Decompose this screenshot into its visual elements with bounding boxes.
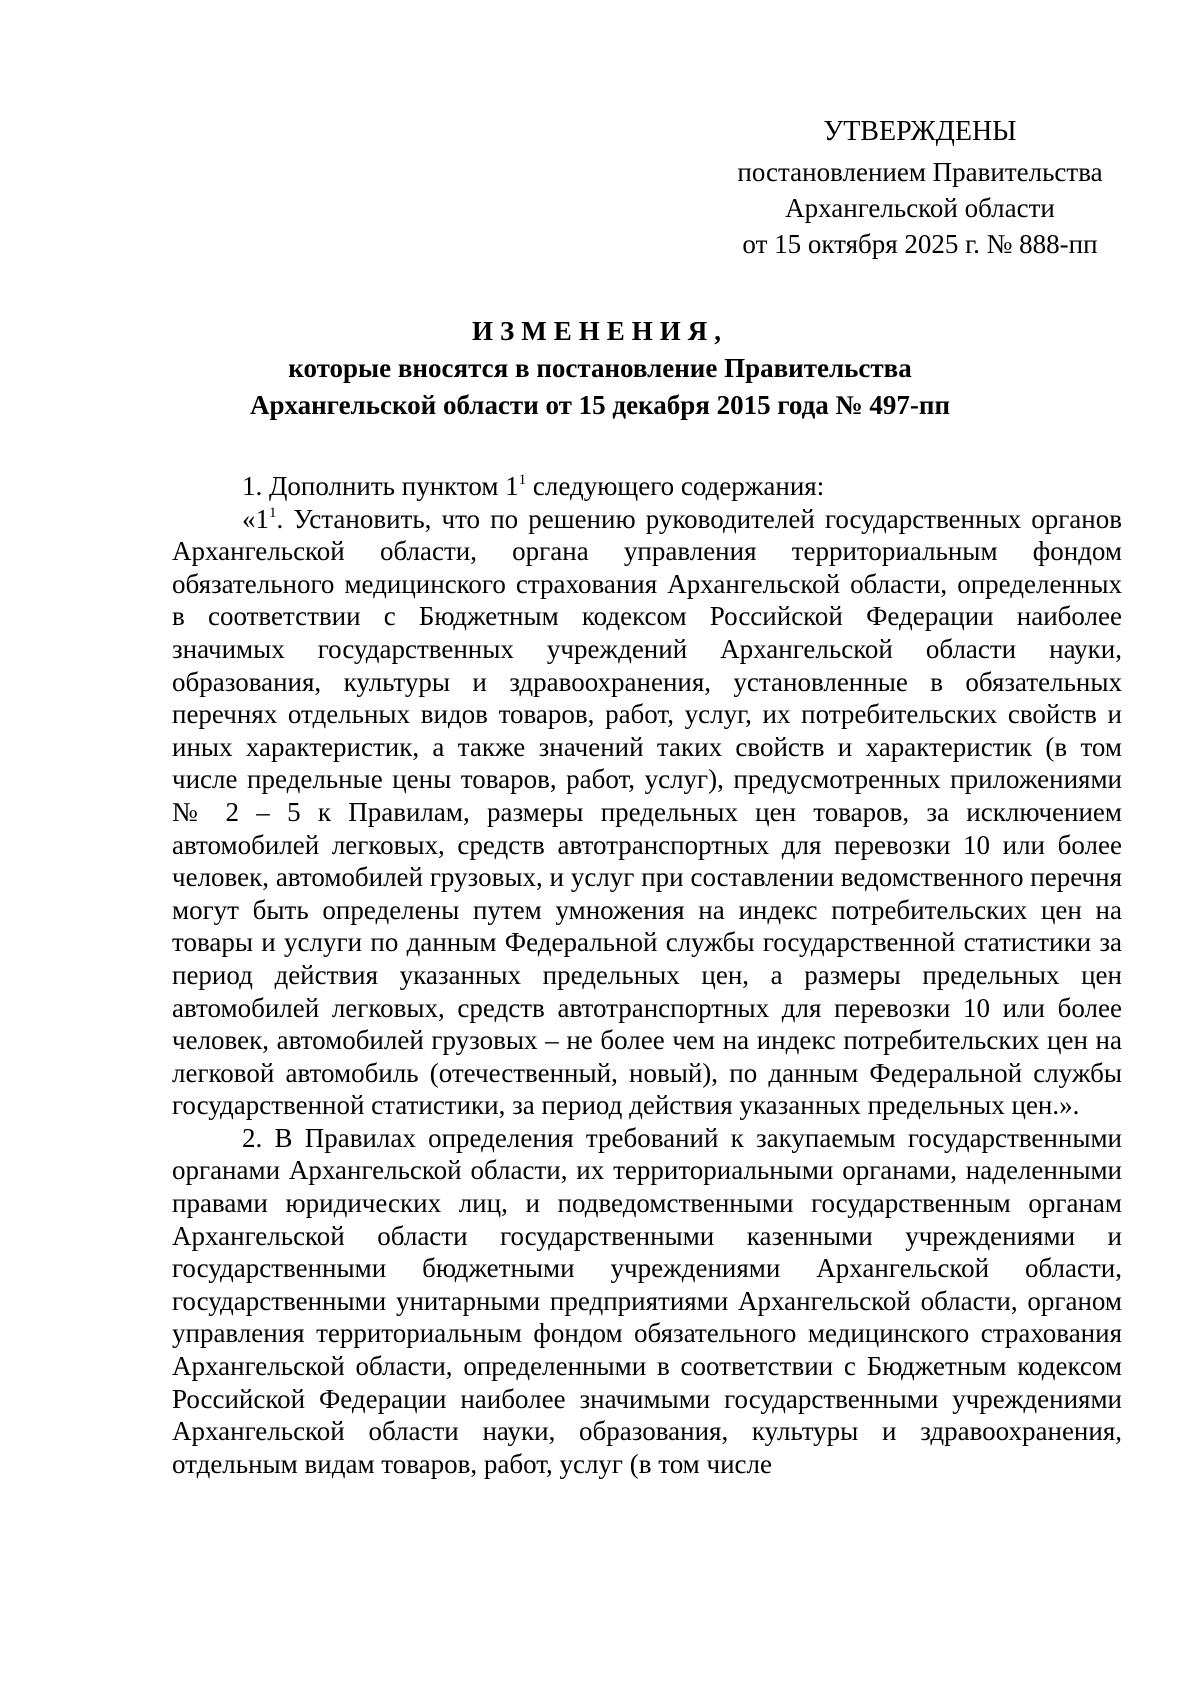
p1-text-end: следующего содержания: [526, 471, 825, 501]
document-body [172, 470, 1122, 1480]
approval-line-3: от 15 октября 2025 г. № 888-пп [742, 229, 1098, 259]
p1-text-start: 1. Дополнить пунктом 1 [242, 471, 519, 501]
p2-text-end: . Установить, что по решению руководителей государственных органов Архангельской области, органа управления территориальным фондом обязательного медицинского страхования Архангельской области, определенных в соответствии с Бюджетным кодексом Российской Федерации наиболее значимых государственных учреждений Архангельской области науки, образования, культуры и здравоохранения, установленные в обязательных перечнях отдельных видов товаров, работ, услуг, их потребительских свойств и иных характеристик, а также значений таких свойств и характеристик (в том числе предельные цены товаров, работ, услуг), предусмотренных приложениями № 2 – 5 к Правилам, размеры предельных цен товаров, за исключением автомобилей легковых, средств автотранспортных для перевозки 10 или более человек, автомобилей грузовых, и услуг при составлении ведомственного перечня могут быть определены путем умножения на индекс потребительских цен на товары и услуги по данным Федеральной службы государственной статистики за период действия указанных предельных цен, а размеры предельных цен автомобилей легковых, средств автотранспортных для перевозки 10 или более человек, автомобилей грузовых – не более чем на индекс потребительских цен на легковой автомобиль (отечественный, новый), по данным Федеральной службы государственной статистики, за период действия указанных предельных цен.». [172, 503, 1122, 1121]
p2-text-start: «1 [242, 503, 269, 534]
approval-line-1: постановлением Правительства [737, 157, 1103, 187]
paragraph-item-2: 2. В Правилах определения требований к закупаемым государственными органами Архангельской области, их территориальными органами, наделенными правами юридических лиц, и подведомственными государственным органам Архангельской области государственными казенными учреждениями и государственными бюджетными учреждениями Архангельской области, государственными унитарными предприятиями Архангельской области, органом управления территориальным фондом обязательного медицинского страхования Архангельской области, определенными в соответствии с Бюджетным кодексом Российской Федерации наиболее значимыми государственными учреждениями Архангельской области науки, образования, культуры и здравоохранения, отдельным видам товаров, работ, услуг (в том числе [172, 1122, 1122, 1479]
p1-superscript: 1 [518, 472, 527, 488]
paragraph-inserted-clause [172, 503, 1122, 1122]
title-line-1: которые вносятся в постановление Правительства [288, 353, 912, 383]
approval-line-2: Архангельской области [785, 193, 1055, 223]
document-title [140, 313, 1060, 424]
approval-stamp [730, 110, 1110, 262]
title-main: ИЗМЕНЕНИЯ, [471, 316, 728, 346]
p2-superscript: 1 [269, 504, 277, 521]
paragraph-item-1 [172, 470, 1122, 503]
title-line-2: Архангельской области от 15 декабря 2015 года № 497-пп [249, 390, 951, 420]
approval-heading: УТВЕРЖДЕНЫ [823, 116, 1017, 147]
